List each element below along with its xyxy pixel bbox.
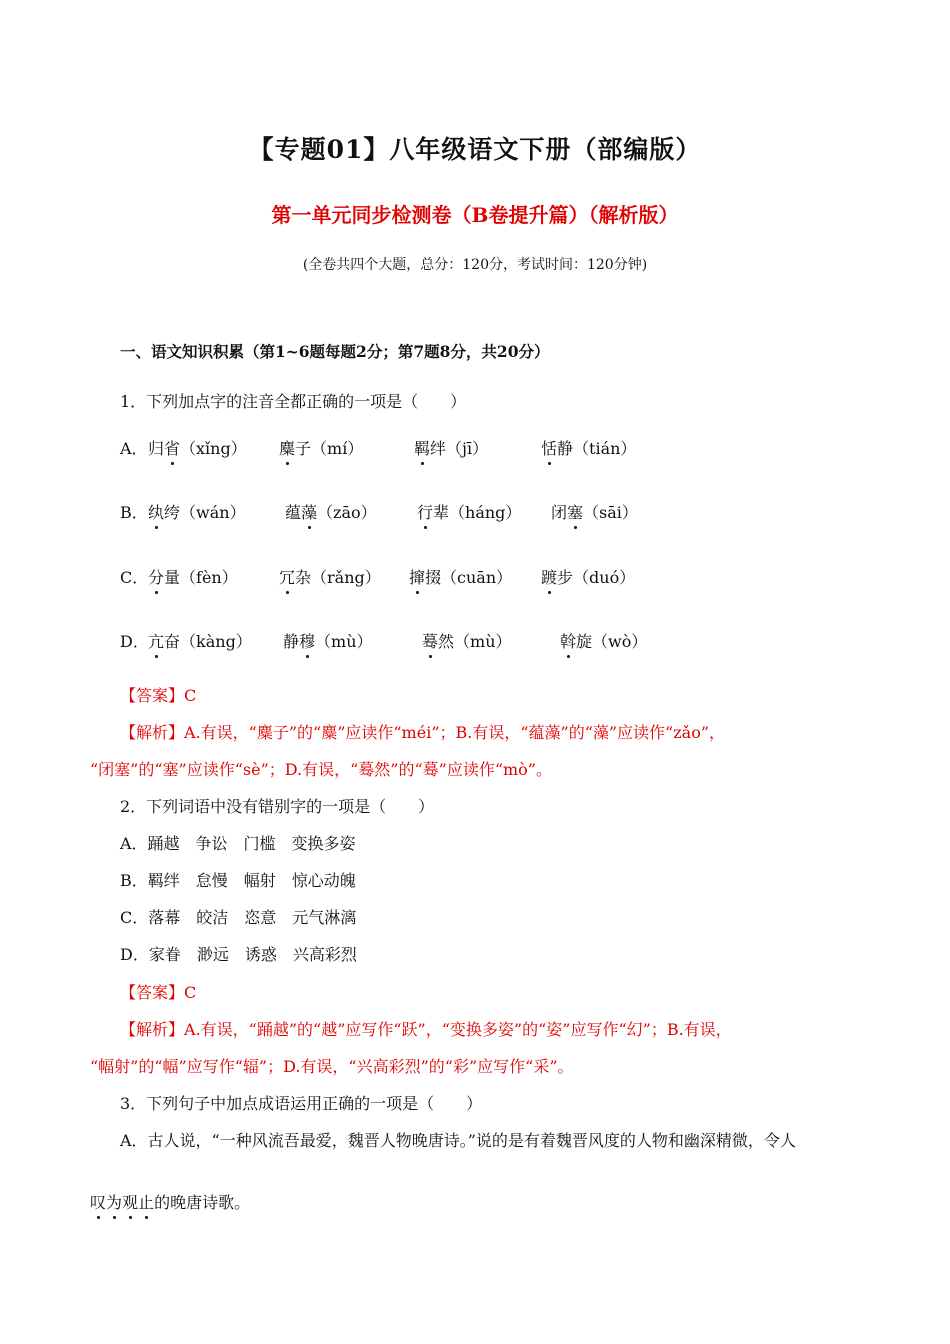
question-1-analysis: 【解析】A.有误，“麋子”的“麋”应读作“méi”；B.有误，“蕴藻”的“藻”应读作“zǎo”， xyxy=(120,723,726,742)
question-2-analysis-cont: “幅射”的“幅”应写作“辐”；D.有误，“兴高彩烈”的“彩”应写作“采”。 xyxy=(90,1057,574,1076)
question-2-option-b: B．羁绊 怠慢 幅射 惊心动魄 xyxy=(120,871,356,890)
question-2-option-a: A．踊越 争讼 门槛 变换多姿 xyxy=(120,834,356,853)
option-label: A． xyxy=(120,439,148,458)
option-item: 踱步（duó） xyxy=(541,565,635,588)
option-item: 闭塞（sāi） xyxy=(551,500,638,523)
question-3-option-a: A．古人说，“一种风流吾最爱，魏晋人物晚唐诗。”说的是有着魏晋风度的人物和幽深精微，令人 xyxy=(120,1131,796,1150)
question-2-option-c: C．落幕 皎洁 恣意 元气淋漓 xyxy=(120,908,357,927)
option-item: 亢奋（kàng） xyxy=(148,629,252,652)
option-item: 麋子（mí） xyxy=(279,436,363,459)
document-subtitle: 第一单元同步检测卷（B卷提升篇）（解析版） xyxy=(271,203,679,227)
option-item: 斡旋（wò） xyxy=(560,629,647,652)
option-item: 分量（fèn） xyxy=(148,565,238,588)
section-1-heading: 一、语文知识积累（第1~6题每题2分；第7题8分，共20分） xyxy=(120,342,550,361)
question-2-option-d: D．家眷 渺远 诱惑 兴高彩烈 xyxy=(120,945,357,964)
question-3-stem: 3．下列句子中加点成语运用正确的一项是（ ） xyxy=(120,1094,483,1113)
option-label: C． xyxy=(120,568,149,587)
option-item: 纨绔（wán） xyxy=(148,500,246,523)
option-item: 归省（xǐng） xyxy=(148,436,247,459)
option-item: 蕴藻（zāo） xyxy=(285,500,377,523)
exam-info-note: (全卷共四个大题，总分：120分，考试时间：120分钟) xyxy=(302,257,648,273)
option-item: 撺掇（cuān） xyxy=(409,565,512,588)
question-1-answer: 【答案】C xyxy=(120,686,197,705)
option-item: 恬静（tián） xyxy=(541,436,636,459)
document-title: 【专题01】八年级语文下册（部编版） xyxy=(248,135,702,164)
option-item: 静穆（mù） xyxy=(283,629,373,652)
question-2-answer: 【答案】C xyxy=(120,983,197,1002)
question-1-analysis-cont: “闭塞”的“塞”应读作“sè”；D.有误，“蓦然”的“蓦”应读作“mò”。 xyxy=(90,760,552,779)
question-2-stem: 2．下列词语中没有错别字的一项是（ ） xyxy=(120,797,435,816)
option-label: D． xyxy=(120,632,149,651)
option-item: 羁绊（jī） xyxy=(414,436,488,459)
question-1-stem: 1．下列加点字的注音全都正确的一项是（ ） xyxy=(120,392,467,411)
option-item: 蓦然（mù） xyxy=(422,629,512,652)
question-3-option-a-cont: 叹为观止的晚唐诗歌。 xyxy=(90,1190,250,1213)
option-item: 冗杂（rǎng） xyxy=(279,565,381,588)
option-label: B． xyxy=(120,503,148,522)
option-item: 行辈（háng） xyxy=(417,500,521,523)
question-2-analysis: 【解析】A.有误，“踊越”的“越”应写作“跃”，“变换多姿”的“姿”应写作“幻”；B.有误， xyxy=(120,1020,732,1039)
